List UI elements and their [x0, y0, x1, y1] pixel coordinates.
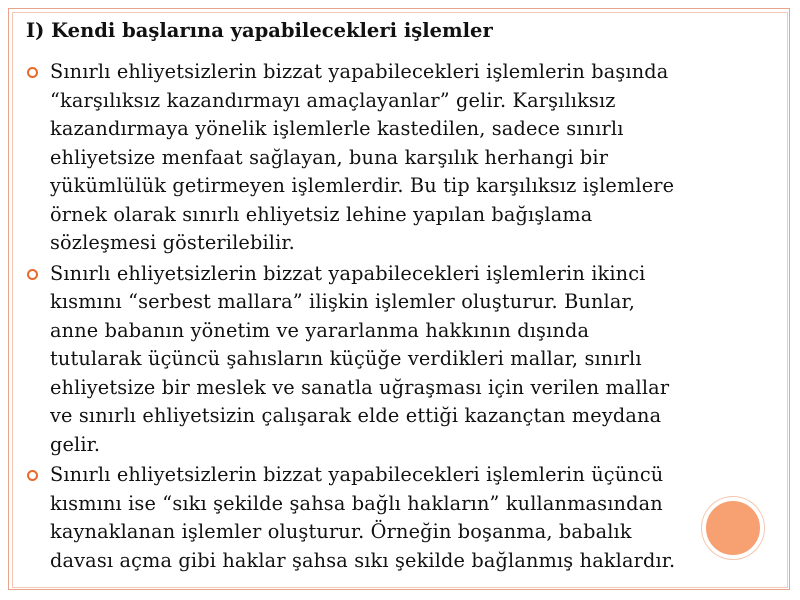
bullet-line: ehliyetsize bir meslek ve sanatla uğraşması için verilen mallar — [50, 375, 670, 399]
bullet-item-1 — [26, 58, 786, 258]
hollow-circle-bullet-icon — [27, 269, 38, 280]
hollow-circle-bullet-icon — [27, 470, 38, 481]
bullet-line: örnek olarak sınırlı ehliyetsiz lehine yapılan bağışlama — [50, 202, 593, 226]
bullet-list — [26, 58, 786, 577]
bullet-line: kısmını “serbest mallara” ilişkin işlemler oluşturur. Bunlar, — [50, 290, 636, 313]
bullet-line: anne babanın yönetim ve yararlanma hakkının dışında — [50, 318, 590, 342]
bullet-line: Sınırlı ehliyetsizlerin bizzat yapabilecekleri işlemlerin başında — [50, 60, 669, 83]
bullet-item-2 — [26, 260, 786, 460]
bullet-line: davası açma gibi haklar şahsa sıkı şekilde bağlanmış haklardır. — [50, 548, 676, 572]
bullet-line: “karşılıksız kazandırmayı amaçlayanlar” gelir. Karşılıksız — [50, 88, 616, 112]
bullet-item-3 — [26, 461, 786, 575]
hollow-circle-bullet-icon — [27, 67, 38, 78]
decorative-circle — [702, 497, 764, 559]
bullet-line: Sınırlı ehliyetsizlerin bizzat yapabilecekleri işlemlerin üçüncü — [50, 463, 664, 486]
bullet-line: sözleşmesi gösterilebilir. — [50, 231, 295, 254]
slide-title: I) Kendi başlarına yapabilecekleri işlemler — [26, 19, 493, 42]
bullet-line: tutularak üçüncü şahısların küçüğe verdikleri mallar, sınırlı — [50, 347, 642, 370]
bullet-line: ve sınırlı ehliyetsizin çalışarak elde ettiği kazançtan meydana — [50, 404, 662, 427]
bullet-line: kazandırmaya yönelik işlemlerle kastedilen, sadece sınırlı — [50, 117, 624, 140]
bullet-line: ehliyetsize menfaat sağlayan, buna karşılık herhangi bir — [50, 145, 609, 169]
bullet-line: gelir. — [50, 432, 101, 456]
bullet-line: Sınırlı ehliyetsizlerin bizzat yapabilecekleri işlemlerin ikinci — [50, 261, 646, 285]
bullet-line: kısmını ise “sıkı şekilde şahsa bağlı hakların” kullanmasından — [50, 491, 663, 515]
bullet-line: kaynaklanan işlemler oluşturur. Örneğin boşanma, babalık — [50, 520, 632, 543]
bullet-line: yükümlülük getirmeyen işlemlerdir. Bu tip karşılıksız işlemlere — [50, 174, 675, 197]
